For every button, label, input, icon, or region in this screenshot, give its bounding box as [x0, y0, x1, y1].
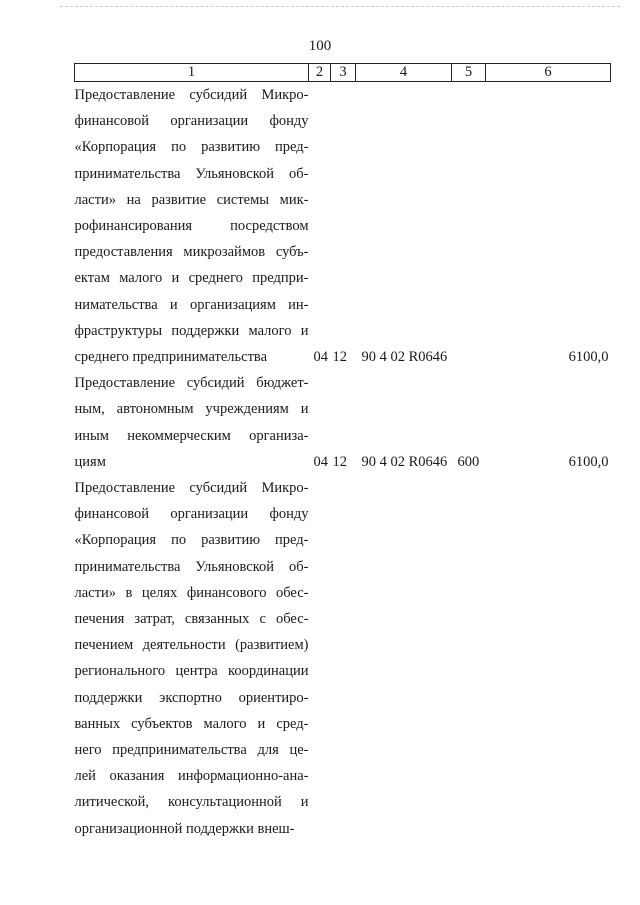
amount: 6100,0: [568, 349, 609, 366]
description-line: нимательства и организациям ин-: [74, 296, 309, 313]
description-line: организационной поддержки внеш-: [74, 820, 295, 837]
section-code: [309, 475, 331, 842]
row-description: [75, 370, 309, 475]
row-description: [75, 82, 309, 371]
description-line: предоставления микрозаймов субъ-: [74, 244, 309, 261]
budget-table: [74, 63, 611, 842]
description-line: регионального центра координации: [74, 663, 309, 680]
amount: [486, 475, 611, 842]
table-row: [75, 82, 611, 371]
subsection-code: 12: [332, 453, 347, 470]
description-line: Предоставление субсидий бюджет-: [74, 375, 309, 392]
target-article-code: 90 4 02 R0646: [361, 349, 448, 366]
column-header-1: 1: [75, 64, 309, 82]
description-line: лей оказания информационно-ана-: [74, 768, 309, 785]
description-line: рофинансирования посредством: [74, 218, 309, 235]
target-article-code: [356, 475, 452, 842]
description-line: принимательства Ульяновской об-: [74, 558, 309, 575]
description-line: финансовой организации фонду: [74, 506, 309, 523]
page-number: 100: [308, 38, 332, 54]
table-body: [75, 82, 611, 842]
column-header-3: 3: [331, 64, 356, 82]
row-description: [75, 475, 309, 842]
description-line: печением деятельности (развитием): [74, 637, 309, 654]
description-line: печения затрат, связанных с обес-: [74, 611, 309, 628]
description-line: поддержки экспортно ориентиро-: [74, 689, 309, 706]
expense-type-code: [452, 82, 486, 371]
description-line: Предоставление субсидий Микро-: [74, 480, 309, 497]
section-code: 04: [313, 453, 328, 470]
description-line: иным некоммерческим организа-: [74, 427, 309, 444]
column-header-6: 6: [486, 64, 611, 82]
column-number-row: [75, 64, 611, 82]
column-header-2: 2: [309, 64, 331, 82]
subsection-code: 12: [332, 349, 347, 366]
amount: 6100,0: [568, 453, 609, 470]
table-row: [75, 370, 611, 475]
description-line: ласти» в целях финансового обес-: [74, 584, 309, 601]
description-line: него предпринимательства для це-: [74, 742, 309, 759]
description-line: ным, автономным учреждениям и: [74, 401, 309, 418]
description-line: принимательства Ульяновской об-: [74, 165, 309, 182]
scan-artifact-line: [60, 6, 620, 7]
expense-type-code: 600: [457, 453, 480, 470]
description-line: среднего предпринимательства: [74, 349, 268, 366]
table-row: [75, 475, 611, 842]
description-line: фраструктуры поддержки малого и: [74, 322, 309, 339]
subsection-code: [331, 475, 356, 842]
description-line: циям: [74, 453, 106, 470]
description-line: «Корпорация по развитию пред-: [74, 139, 309, 156]
description-line: литической, консультационной и: [74, 794, 309, 811]
description-line: ектам малого и среднего предпри-: [74, 270, 309, 287]
column-header-4: 4: [356, 64, 452, 82]
description-line: финансовой организации фонду: [74, 113, 309, 130]
expense-type-code: [452, 475, 486, 842]
column-header-5: 5: [452, 64, 486, 82]
description-line: «Корпорация по развитию пред-: [74, 532, 309, 549]
section-code: 04: [313, 349, 328, 366]
description-line: ванных субъектов малого и сред-: [74, 715, 309, 732]
description-line: Предоставление субсидий Микро-: [74, 87, 309, 103]
target-article-code: 90 4 02 R0646: [361, 453, 448, 470]
description-line: ласти» на развитие системы мик-: [74, 191, 309, 208]
